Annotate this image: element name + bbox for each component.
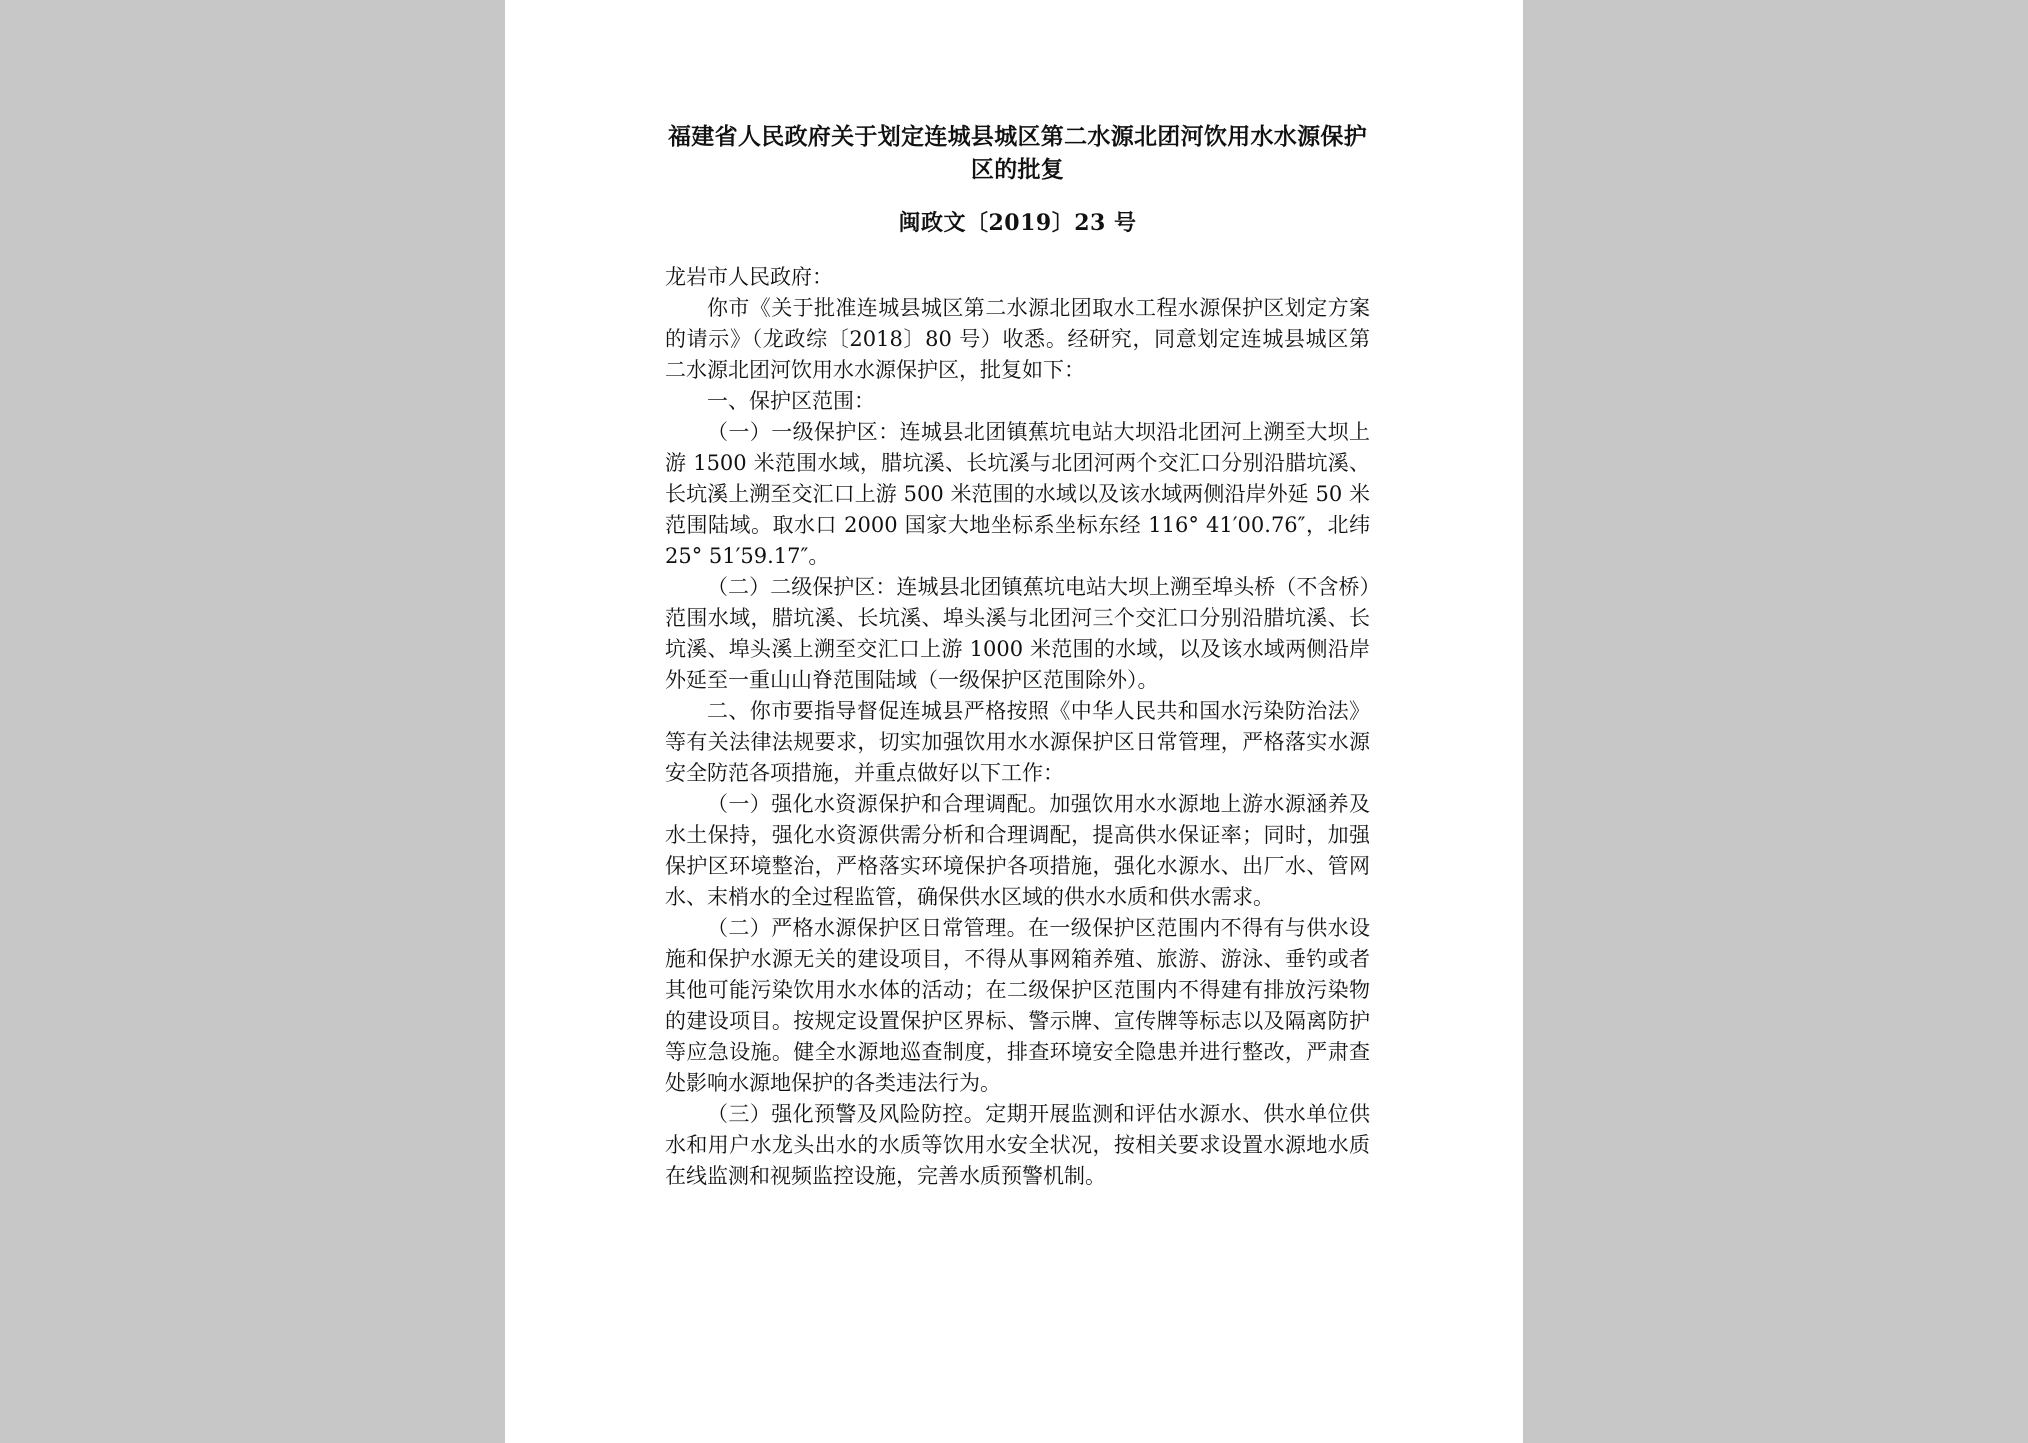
- paragraph: （一）强化水资源保护和合理调配。加强饮用水水源地上游水源涵养及水土保持，强化水资源供需分析和合理调配，提高供水保证率；同时，加强保护区环境整治，严格落实环境保护各项措施，强化水源水、出厂水、管网水、末梢水的全过程监管，确保供水区域的供水水质和供水需求。: [665, 792, 1370, 909]
- paragraph: （三）强化预警及风险防控。定期开展监测和评估水源水、供水单位供水和用户水龙头出水的水质等饮用水安全状况，按相关要求设置水源地水质在线监测和视频监控设施，完善水质预警机制。: [665, 1102, 1370, 1188]
- document-title: 福建省人民政府关于划定连城县城区第二水源北团河饮用水水源保护区的批复: [668, 123, 1367, 183]
- paragraph: 二、你市要指导督促连城县严格按照《中华人民共和国水污染防治法》等有关法律法规要求，切实加强饮用水水源保护区日常管理，严格落实水源安全防范各项措施，并重点做好以下工作：: [665, 699, 1370, 785]
- paragraph: 你市《关于批准连城县城区第二水源北团取水工程水源保护区划定方案的请示》（龙政综〔2018〕80 号）收悉。经研究，同意划定连城县城区第二水源北团河饮用水水源保护区，批复如下：: [665, 296, 1370, 382]
- salutation: 龙岩市人民政府：: [665, 265, 833, 289]
- document-content: [665, 120, 1370, 1192]
- document-number: 闽政文〔2019〕23 号: [898, 210, 1137, 236]
- document-page: [505, 0, 1523, 1443]
- section-heading: 一、保护区范围：: [707, 389, 875, 413]
- paragraph: （二）二级保护区：连城县北团镇蕉坑电站大坝上溯至埠头桥（不含桥）范围水域，腊坑溪、长坑溪、埠头溪与北团河三个交汇口分别沿腊坑溪、长坑溪、埠头溪上溯至交汇口上游 1000 米范围的水域，以及该水域两侧沿岸外延至一重山山脊范围陆域（一级保护区范围除外）。: [665, 575, 1370, 692]
- paragraph: （二）严格水源保护区日常管理。在一级保护区范围内不得有与供水设施和保护水源无关的建设项目，不得从事网箱养殖、旅游、游泳、垂钓或者其他可能污染饮用水水体的活动；在二级保护区范围内不得建有排放污染物的建设项目。按规定设置保护区界标、警示牌、宣传牌等标志以及隔离防护等应急设施。健全水源地巡查制度，排查环境安全隐患并进行整改，严肃查处影响水源地保护的各类违法行为。: [665, 916, 1370, 1095]
- paragraph: （一）一级保护区：连城县北团镇蕉坑电站大坝沿北团河上溯至大坝上游 1500 米范围水域，腊坑溪、长坑溪与北团河两个交汇口分别沿腊坑溪、长坑溪上溯至交汇口上游 500 米范围的水域以及该水域两侧沿岸外延 50 米范围陆域。取水口 2000 国家大地坐标系坐标东经 116° 41′00.76″，北纬 25° 51′59.17″。: [665, 420, 1370, 568]
